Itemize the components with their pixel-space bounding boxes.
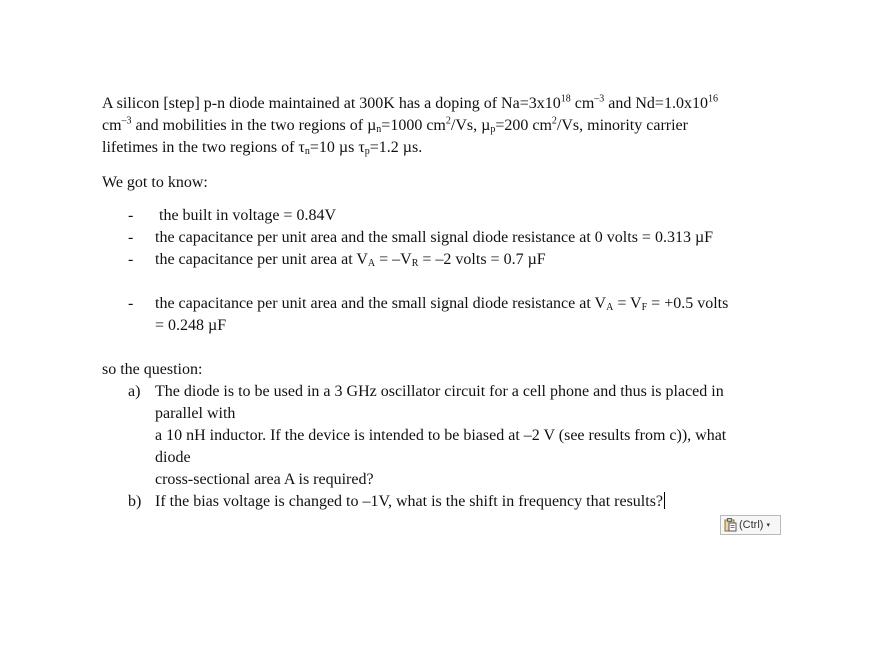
question-a-line: a 10 nH inductor. If the device is intended to be biased at –2 V (see results from c)), what — [155, 427, 727, 444]
subscript: A — [606, 302, 614, 313]
intro-line-3 — [102, 137, 422, 159]
question-a-line: parallel with — [155, 405, 236, 422]
subscript: F — [641, 302, 648, 313]
question-a-line: diode — [155, 449, 191, 466]
bullet-marker: - — [128, 229, 134, 246]
text-cursor — [664, 492, 665, 509]
question-b-text: If the bias voltage is changed to –1V, what is the shift in frequency that results? — [155, 493, 664, 510]
bullet-text: the capacitance per unit area at V — [155, 251, 368, 268]
paste-options-button[interactable] — [720, 515, 781, 535]
bullet-text: the capacitance per unit area and the small signal diode resistance at V — [155, 295, 607, 312]
clipboard-icon — [724, 518, 737, 532]
intro-text: /Vs, minority carrier — [556, 117, 688, 134]
intro-text: cm — [102, 117, 122, 134]
intro-text: A silicon [step] p-n diode maintained at 300K has a doping of Na=3x10 — [102, 95, 561, 112]
intro-text: and mobilities in the two regions of µ — [131, 117, 377, 134]
bullet-text: = –2 volts = 0.7 µF — [418, 251, 546, 268]
intro-text: =10 µs τ — [309, 139, 365, 156]
subscript: p — [490, 124, 496, 135]
question-b-label: b) — [128, 493, 142, 510]
intro-text: /Vs, µ — [450, 117, 491, 134]
exponent: –3 — [121, 115, 132, 127]
bullet-marker: - — [128, 251, 134, 268]
bullet-text: = –V — [375, 251, 412, 268]
question-heading: so the question: — [102, 361, 203, 378]
intro-text: and Nd=1.0x10 — [604, 95, 708, 112]
exponent: 16 — [707, 93, 718, 105]
subscript: A — [367, 258, 376, 269]
bullet-capacitance-forward-bias — [155, 293, 728, 315]
intro-text: =1.2 µs. — [369, 139, 423, 156]
subscript: n — [376, 124, 382, 135]
bullet-text: = +0.5 volts — [647, 295, 729, 312]
known-heading: We got to know: — [102, 174, 208, 191]
question-a-line: cross-sectional area A is required? — [155, 471, 374, 488]
bullet-built-in-voltage: the built in voltage = 0.84V — [159, 207, 336, 224]
intro-line-1 — [102, 93, 718, 115]
paste-options-label: (Ctrl) — [739, 519, 764, 531]
question-a-line: The diode is to be used in a 3 GHz oscillator circuit for a cell phone and thus is placed in — [155, 383, 724, 400]
bullet-marker: - — [128, 207, 134, 224]
exponent: –3 — [594, 93, 605, 105]
bullet-text: = V — [613, 295, 642, 312]
intro-text: =1000 cm — [381, 117, 446, 134]
subscript: n — [304, 146, 310, 157]
intro-text: lifetimes in the two regions of τ — [102, 139, 305, 156]
chevron-down-icon: ▾ — [766, 522, 770, 529]
bullet-capacitance-reverse-bias — [155, 249, 546, 271]
exponent: 18 — [560, 93, 571, 105]
question-b-line — [155, 491, 665, 513]
subscript: p — [364, 146, 370, 157]
bullet-capacitance-forward-bias-value: = 0.248 µF — [155, 317, 227, 334]
intro-text: =200 cm — [495, 117, 552, 134]
exponent: 2 — [551, 115, 557, 127]
bullet-capacitance-zero-volts: the capacitance per unit area and the small signal diode resistance at 0 volts = 0.313 µF — [155, 229, 714, 246]
subscript: R — [411, 258, 419, 269]
intro-line-2 — [102, 115, 688, 137]
exponent: 2 — [445, 115, 451, 127]
intro-text: cm — [570, 95, 595, 112]
question-a-label: a) — [128, 383, 141, 400]
bullet-marker: - — [128, 295, 134, 312]
